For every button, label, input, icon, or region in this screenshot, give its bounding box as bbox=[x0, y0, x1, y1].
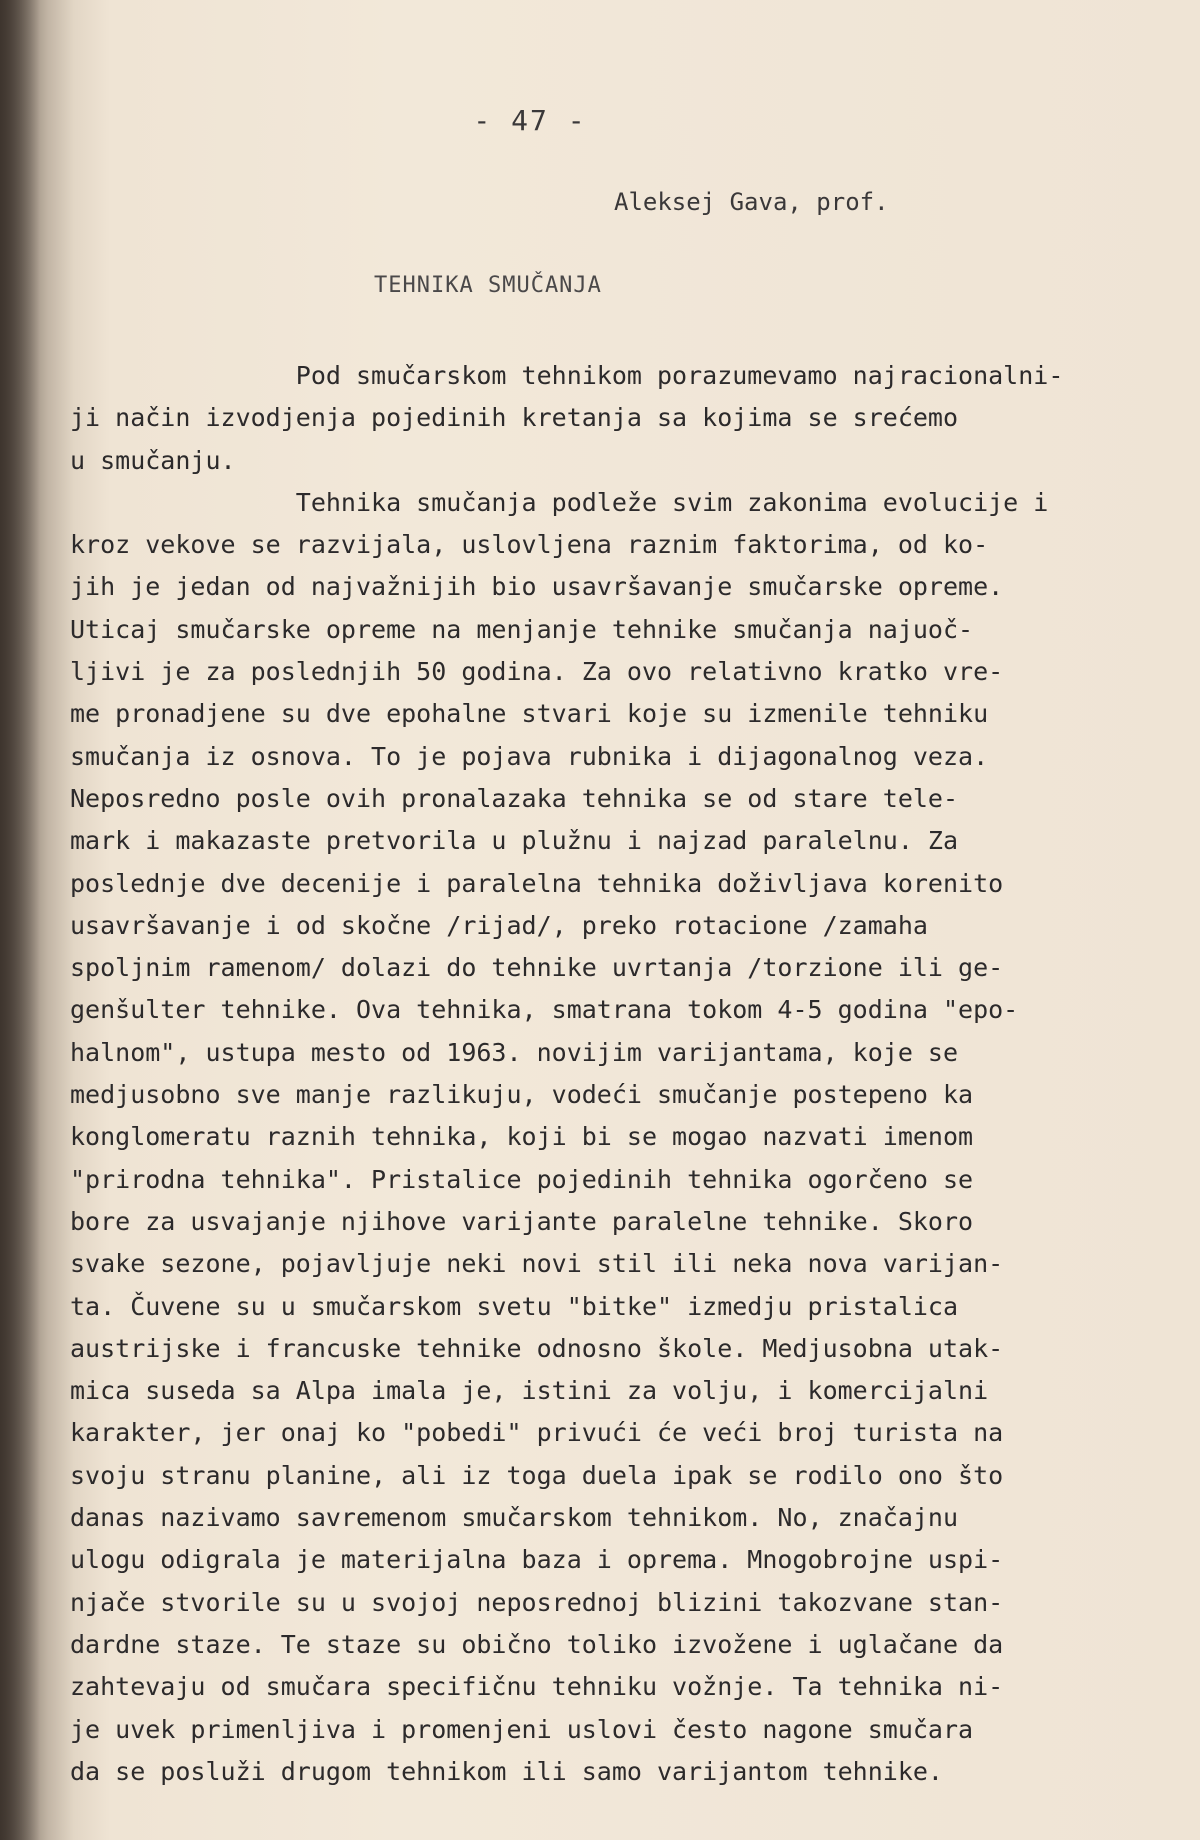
text-line: poslednje dve decenije i paralelna tehnika doživljava korenito bbox=[70, 868, 1004, 898]
text-line: danas nazivamo savremenom smučarskom tehnikom. No, značajnu bbox=[70, 1503, 959, 1533]
text-line: jih je jedan od najvažnijih bio usavršavanje smučarske opreme. bbox=[70, 572, 1004, 602]
text-line: Pod smučarskom tehnikom porazumevamo najracionalni- bbox=[70, 361, 1064, 390]
text-line: bore za usvajanje njihove varijante paralelne tehnike. Skoro bbox=[70, 1206, 974, 1236]
text-line: u smučanju. bbox=[70, 445, 236, 475]
page-number: - 47 - bbox=[473, 104, 587, 137]
text-line: medjusobno sve manje razlikuju, vodeći smučanje postepeno ka bbox=[70, 1080, 974, 1110]
binding-shadow bbox=[0, 0, 40, 1840]
text-line: spoljnim ramenom/ dolazi do tehnike uvrtanja /torzione ili ge- bbox=[70, 953, 1004, 983]
text-line: "prirodna tehnika". Pristalice pojedinih tehnika ogorčeno se bbox=[70, 1164, 974, 1194]
text-line: svake sezone, pojavljuje neki novi stil ili neka nova varijan- bbox=[70, 1249, 1004, 1279]
text-line: genšulter tehnike. Ova tehnika, smatrana tokom 4-5 godina "epo- bbox=[70, 995, 1019, 1025]
text-line: konglomeratu raznih tehnika, koji bi se mogao nazvati imenom bbox=[70, 1122, 974, 1152]
text-line: ljivi je za poslednjih 50 godina. Za ovo relativno kratko vre- bbox=[70, 657, 1004, 687]
text-line: austrijske i francuske tehnike odnosno škole. Medjusobna utak- bbox=[70, 1333, 1004, 1363]
body-text bbox=[70, 355, 1063, 1793]
text-line: ta. Čuvene su u smučarskom svetu "bitke" izmedju pristalica bbox=[70, 1291, 959, 1321]
text-line: mica suseda sa Alpa imala je, istini za volju, i komercijalni bbox=[70, 1376, 989, 1406]
text-line: svoju stranu planine, ali iz toga duela ipak se rodilo ono što bbox=[70, 1460, 1004, 1490]
text-line: usavršavanje i od skočne /rijad/, preko rotacione /zamaha bbox=[70, 910, 928, 940]
text-line: kroz vekove se razvijala, uslovljena raznim faktorima, od ko- bbox=[70, 530, 989, 560]
text-line: Tehnika smučanja podleže svim zakonima evolucije i bbox=[70, 487, 1049, 517]
text-line: Uticaj smučarske opreme na menjanje tehnike smučanja najuoč- bbox=[70, 614, 974, 644]
text-line: karakter, jer onaj ko "pobedi" privući će veći broj turista na bbox=[70, 1418, 1004, 1448]
text-line: mark i makazaste pretvorila u plužnu i najzad paralelnu. Za bbox=[70, 826, 959, 856]
text-line: smučanja iz osnova. To je pojava rubnika i dijagonalnog veza. bbox=[70, 741, 989, 771]
text-line: Neposredno posle ovih pronalazaka tehnika se od stare tele- bbox=[70, 783, 959, 813]
text-line: je uvek primenljiva i promenjeni uslovi često nagone smučara bbox=[70, 1714, 974, 1744]
text-line: ji način izvodjenja pojedinih kretanja sa kojima se srećemo bbox=[70, 403, 959, 433]
article-title: TEHNIKA SMUČANJA bbox=[374, 273, 602, 298]
text-line: zahtevaju od smučara specifičnu tehniku vožnje. Ta tehnika ni- bbox=[70, 1672, 1004, 1702]
text-line: me pronadjene su dve epohalne stvari koje su izmenile tehniku bbox=[70, 699, 989, 729]
text-line: da se posluži drugom tehnikom ili samo varijantom tehnike. bbox=[70, 1756, 943, 1786]
text-line: halnom", ustupa mesto od 1963. novijim varijantama, koje se bbox=[70, 1037, 959, 1067]
text-line: njače stvorile su u svojoj neposrednoj blizini takozvane stan- bbox=[70, 1587, 1004, 1617]
text-line: dardne staze. Te staze su obično toliko izvožene i uglačane da bbox=[70, 1629, 1004, 1659]
text-line: ulogu odigrala je materijalna baza i oprema. Mnogobrojne uspi- bbox=[70, 1545, 1004, 1575]
author-name: Aleksej Gava, prof. bbox=[614, 188, 889, 216]
